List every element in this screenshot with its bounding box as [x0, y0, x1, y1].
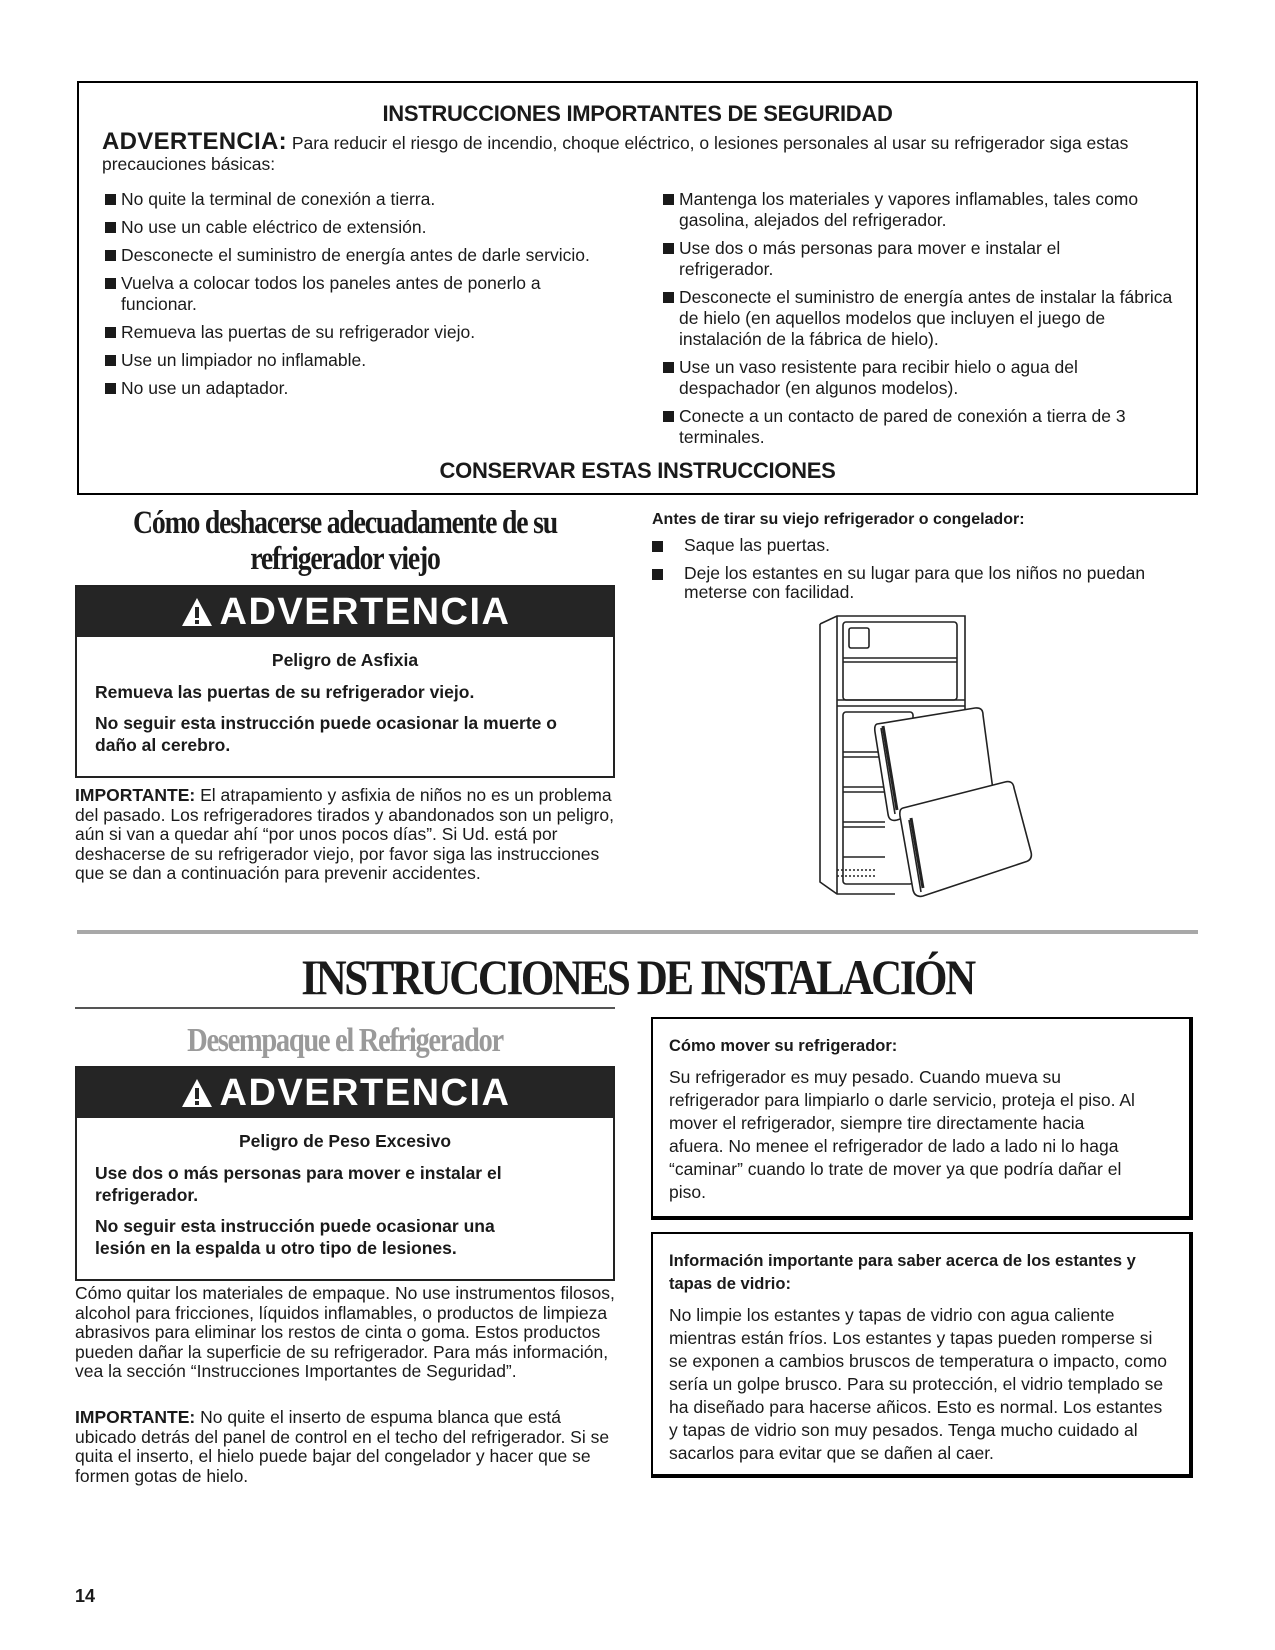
list-item: Use un limpiador no inflamable. — [105, 350, 625, 371]
square-bullet-icon — [652, 541, 663, 552]
list-item: Desconecte el suministro de energía antes de instalar la fábrica de hielo (en aquellos modelos que incluyen el juego de instalación de la fábrica de hielo). — [663, 287, 1183, 350]
keep-instructions-footer: CONSERVAR ESTAS INSTRUCCIONES — [439, 458, 836, 483]
important-text: El atrapamiento y asfixia de niños no es un problema del pasado. Los refrigeradores tirados y abandonados son un peligro, aún si van a quedar ahí “por unos pocos días”. Si Ud. está por deshacerse de su refrigerador viejo, por favor siga las instrucciones que se dan a continuación para prevenir accidentes. — [75, 785, 614, 883]
safety-warning-word: ADVERTENCIA: — [102, 128, 287, 155]
hazard-title: Peligro de Peso Excesivo — [238, 1131, 452, 1151]
safety-title: INSTRUCCIONES IMPORTANTES DE SEGURIDAD — [382, 101, 893, 126]
square-bullet-icon — [663, 411, 674, 422]
warning-instruction: Use dos o más personas para mover e instalar el refrigerador. — [95, 1163, 502, 1205]
square-bullet-icon — [105, 194, 116, 205]
moving-text: Su refrigerador es muy pesado. Cuando mueva su refrigerador para limpiarlo o darle servicio, proteja el piso. Al mover el refrigerador, siempre tire directamente hacia afuera. No menee el refrigerador de lado a lado ni lo haga “caminar” cuando lo trate de mover ya que podría dañar el piso. — [669, 1067, 1135, 1202]
list-item: Use dos o más personas para mover e instalar el refrigerador. — [663, 238, 1113, 280]
warning-instruction: Remueva las puertas de su refrigerador viejo. — [95, 682, 475, 702]
unpack-subtitle: Desempaque el Refrigerador — [187, 1022, 503, 1059]
install-important-paragraph — [75, 1408, 620, 1486]
safety-warning-text: Para reducir el riesgo de incendio, choque eléctrico, o lesiones personales al usar su refrigerador siga estas precauciones básicas: — [102, 133, 1129, 174]
warning-consequence: No seguir esta instrucción puede ocasionar la muerte o daño al cerebro. — [95, 713, 557, 755]
warning-word: ADVERTENCIA — [219, 1071, 511, 1114]
packing-materials-paragraph: Cómo quitar los materiales de empaque. No use instrumentos filosos, alcohol para fricciones, líquidos inflamables, o productos de limpieza abrasivos para eliminar los restos de cinta o goma. Estos productos pueden dañar la superficie de su refrigerador. Para más información, vea la sección “Instrucciones Importantes de Seguridad”. — [75, 1283, 615, 1381]
safety-list-left — [105, 189, 625, 406]
list-item: Remueva las puertas de su refrigerador viejo. — [105, 322, 625, 343]
hazard-title: Peligro de Asfixia — [271, 650, 419, 670]
warning-word: ADVERTENCIA — [219, 590, 511, 633]
safety-list-right — [663, 189, 1183, 455]
list-item: No use un cable eléctrico de extensión. — [105, 217, 625, 238]
important-text: No quite el inserto de espuma blanca que está ubicado detrás del panel de control en el techo del refrigerador. Si se quita el inserto, el hielo puede bajar del congelador y hacer que se formen gotas de hielo. — [75, 1407, 610, 1486]
list-item: No use un adaptador. — [105, 378, 625, 399]
disposal-warning-box — [75, 585, 615, 778]
important-label: IMPORTANTE: — [75, 1407, 196, 1427]
glass-shelves-heading: Información importante para saber acerca de los estantes y tapas de vidrio: — [669, 1252, 1136, 1293]
square-bullet-icon — [105, 278, 116, 289]
square-bullet-icon — [663, 292, 674, 303]
before-disposal-section — [652, 510, 1192, 611]
list-item: Desconecte el suministro de energía antes de darle servicio. — [105, 245, 625, 266]
moving-heading: Cómo mover su refrigerador: — [669, 1037, 898, 1055]
square-bullet-icon — [663, 362, 674, 373]
important-label: IMPORTANTE: — [75, 785, 196, 805]
square-bullet-icon — [663, 194, 674, 205]
square-bullet-icon — [105, 383, 116, 394]
disposal-title: Cómo deshacerse adecuadamente de su refrigerador viejo — [133, 505, 557, 577]
moving-info-box — [651, 1017, 1193, 1220]
square-bullet-icon — [663, 243, 674, 254]
list-item: Deje los estantes en su lugar para que los niños no puedan meterse con facilidad. — [652, 564, 1172, 602]
section-divider — [77, 930, 1198, 934]
list-item: No quite la terminal de conexión a tierra. — [105, 189, 625, 210]
refrigerator-illustration — [815, 612, 1040, 902]
list-item: Conecte a un contacto de pared de conexión a tierra de 3 terminales. — [663, 406, 1183, 448]
list-item: Saque las puertas. — [652, 536, 1192, 555]
glass-shelves-info-box — [651, 1232, 1193, 1478]
list-item: Mantenga los materiales y vapores inflamables, tales como gasolina, alejados del refrigerador. — [663, 189, 1183, 231]
installation-title: INSTRUCCIONES DE INSTALACIÓN — [301, 949, 974, 1005]
before-disposal-heading: Antes de tirar su viejo refrigerador o congelador: — [652, 511, 1025, 528]
warning-triangle-icon — [180, 1077, 214, 1109]
square-bullet-icon — [105, 222, 116, 233]
safety-instructions-box — [77, 81, 1198, 495]
weight-warning-box — [75, 1066, 615, 1281]
list-item: Use un vaso resistente para recibir hielo o agua del despachador (en algunos modelos). — [663, 357, 1133, 399]
glass-shelves-text: No limpie los estantes y tapas de vidrio con agua caliente mientras están fríos. Los estantes y tapas pueden romperse si se exponen a cambios bruscos de temperatura o impacto, como sería un golpe brusco. Para su protección, el vidrio templado se ha diseñado para hacerse añicos. Esto es normal. Los estantes y tapas de vidrio son muy pesados. Tenga mucho cuidado al sacarlos para evitar que se dañen al caer. — [669, 1305, 1168, 1463]
square-bullet-icon — [652, 569, 663, 580]
warning-consequence: No seguir esta instrucción puede ocasionar una lesión en la espalda u otro tipo de lesiones. — [95, 1216, 495, 1258]
safety-warning-line — [102, 128, 1166, 175]
square-bullet-icon — [105, 327, 116, 338]
square-bullet-icon — [105, 355, 116, 366]
warning-body — [77, 649, 613, 756]
square-bullet-icon — [105, 250, 116, 261]
warning-body — [77, 1130, 613, 1259]
warning-header — [77, 587, 613, 637]
page-number: 14 — [75, 1586, 96, 1606]
list-item: Vuelva a colocar todos los paneles antes de ponerlo a funcionar. — [105, 273, 575, 315]
before-disposal-list — [652, 536, 1192, 602]
warning-triangle-icon — [180, 596, 214, 628]
disposal-important-paragraph — [75, 786, 620, 884]
subsection-divider — [75, 1007, 615, 1009]
warning-header — [77, 1068, 613, 1118]
